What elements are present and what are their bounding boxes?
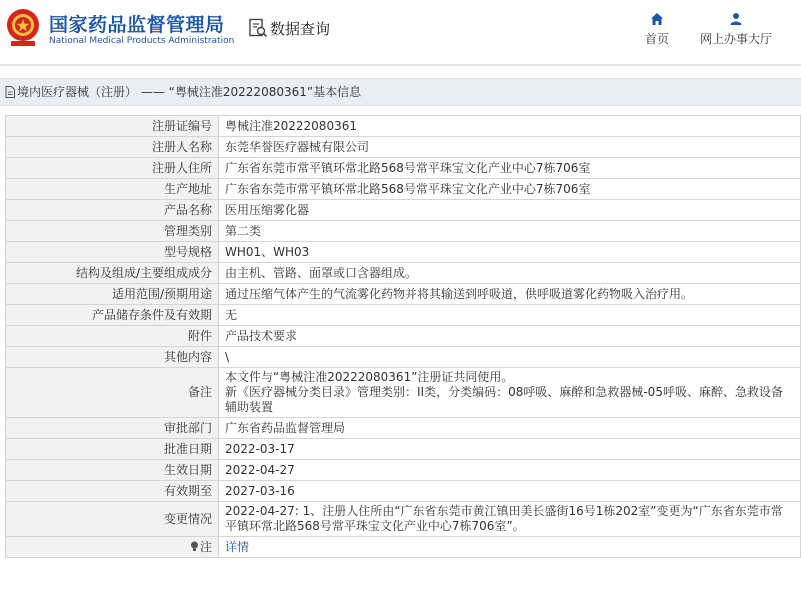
data-query-label: 数据查询 bbox=[270, 20, 331, 38]
field-label: 其他内容 bbox=[6, 347, 219, 368]
field-value: 粤械注准20222080361 bbox=[219, 116, 801, 137]
field-label: 生产地址 bbox=[6, 179, 219, 200]
lightbulb-icon bbox=[190, 541, 199, 552]
field-value: 广东省东莞市常平镇环常北路568号常平珠宝文化产业中心7栋706室 bbox=[219, 158, 801, 179]
record-row bbox=[6, 305, 801, 326]
site-header bbox=[0, 0, 801, 64]
record-row bbox=[6, 284, 801, 305]
record-row bbox=[6, 502, 801, 537]
record-row bbox=[6, 242, 801, 263]
field-value: 东莞华誉医疗器械有限公司 bbox=[219, 137, 801, 158]
field-label: 管理类别 bbox=[6, 221, 219, 242]
field-value: 2022-04-27 bbox=[219, 460, 801, 481]
field-value: 第二类 bbox=[219, 221, 801, 242]
field-label: 注册证编号 bbox=[6, 116, 219, 137]
record-row bbox=[6, 263, 801, 284]
record-row bbox=[6, 418, 801, 439]
note-label-cell bbox=[6, 537, 219, 558]
note-value-cell bbox=[219, 537, 801, 558]
home-icon bbox=[642, 12, 672, 30]
field-label: 审批部门 bbox=[6, 418, 219, 439]
note-label: 注 bbox=[199, 539, 212, 554]
details-link[interactable]: 详情 bbox=[225, 539, 250, 554]
field-value: 2022-03-17 bbox=[219, 439, 801, 460]
field-label: 产品储存条件及有效期 bbox=[6, 305, 219, 326]
record-row bbox=[6, 481, 801, 502]
nav-home[interactable] bbox=[642, 12, 672, 47]
field-label: 适用范围/预期用途 bbox=[6, 284, 219, 305]
nav-home-label: 首页 bbox=[644, 32, 669, 46]
data-query-link[interactable] bbox=[248, 18, 330, 39]
field-label: 变更情况 bbox=[6, 502, 219, 537]
emblem-logo[interactable] bbox=[5, 8, 41, 48]
field-label: 产品名称 bbox=[6, 200, 219, 221]
breadcrumb-title: “粤械注准20222080361”基本信息 bbox=[168, 85, 362, 99]
record-row bbox=[6, 221, 801, 242]
field-value: \ bbox=[219, 347, 801, 368]
field-value: 广东省东莞市常平镇环常北路568号常平珠宝文化产业中心7栋706室 bbox=[219, 179, 801, 200]
record-row bbox=[6, 326, 801, 347]
record-row bbox=[6, 368, 801, 418]
field-value: 本文件与“粤械注准20222080361”注册证共同使用。 新《医疗器械分类目录》管理类别：II类，分类编码：08呼吸、麻醉和急救器械-05呼吸、麻醉、急救设备辅助装置 bbox=[219, 368, 801, 418]
field-value: 产品技术要求 bbox=[219, 326, 801, 347]
record-row bbox=[6, 347, 801, 368]
record-row bbox=[6, 137, 801, 158]
brand-name-cn[interactable]: 国家药品监督管理局 bbox=[49, 14, 225, 36]
record-row bbox=[6, 116, 801, 137]
field-value: 医用压缩雾化器 bbox=[219, 200, 801, 221]
field-label: 生效日期 bbox=[6, 460, 219, 481]
field-label: 备注 bbox=[6, 368, 219, 418]
breadcrumb-category[interactable]: 境内医疗器械（注册） bbox=[17, 85, 138, 99]
field-label: 型号规格 bbox=[6, 242, 219, 263]
field-value: 通过压缩气体产生的气流雾化药物并将其输送到呼吸道，供呼吸道雾化药物吸入治疗用。 bbox=[219, 284, 801, 305]
record-row bbox=[6, 439, 801, 460]
field-value: 2027-03-16 bbox=[219, 481, 801, 502]
breadcrumb bbox=[0, 78, 801, 106]
field-value: 无 bbox=[219, 305, 801, 326]
field-label: 结构及组成/主要组成成分 bbox=[6, 263, 219, 284]
record-row bbox=[6, 179, 801, 200]
nav-hall-label: 网上办事大厅 bbox=[699, 32, 772, 46]
note-row bbox=[6, 537, 801, 558]
record-row bbox=[6, 460, 801, 481]
header-divider bbox=[0, 64, 801, 66]
field-value: 2022-04-27: 1、注册人住所由“广东省东莞市黄江镇田美长盛街16号1栋202室”变更为“广东省东莞市常平镇环常北路568号常平珠宝文化产业中心7栋706室”。 bbox=[219, 502, 801, 537]
field-label: 有效期至 bbox=[6, 481, 219, 502]
record-row bbox=[6, 158, 801, 179]
user-icon bbox=[697, 12, 775, 30]
field-label: 附件 bbox=[6, 326, 219, 347]
record-table bbox=[5, 115, 801, 558]
search-doc-icon bbox=[248, 18, 268, 38]
field-value: 由主机、管路、面罩或口含器组成。 bbox=[219, 263, 801, 284]
field-label: 注册人住所 bbox=[6, 158, 219, 179]
breadcrumb-separator: —— bbox=[140, 85, 165, 99]
brand-name-en[interactable]: National Medical Products Administration bbox=[49, 36, 235, 46]
nav-online-hall[interactable] bbox=[697, 12, 775, 47]
field-label: 注册人名称 bbox=[6, 137, 219, 158]
field-label: 批准日期 bbox=[6, 439, 219, 460]
field-value: 广东省药品监督管理局 bbox=[219, 418, 801, 439]
document-icon bbox=[5, 86, 15, 98]
record-row bbox=[6, 200, 801, 221]
field-value: WH01、WH03 bbox=[219, 242, 801, 263]
